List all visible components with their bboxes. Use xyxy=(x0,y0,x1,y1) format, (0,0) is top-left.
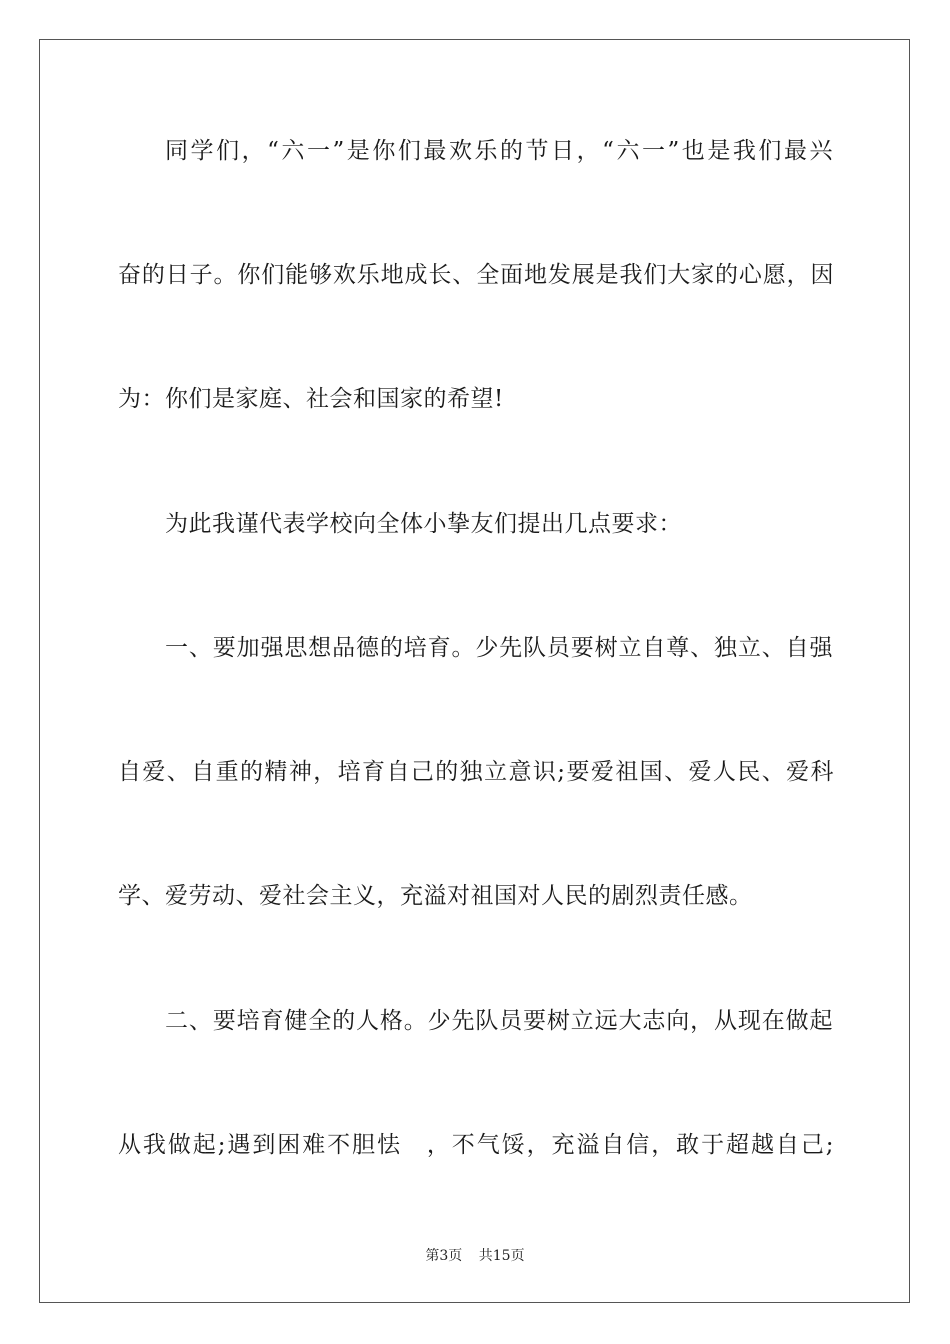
page-number: 第3页 xyxy=(425,1248,463,1264)
paragraph-line: 二、要培育健全的人格。少先队员要树立远大志向，从现在做起 xyxy=(165,1008,833,1034)
paragraph-line: 从我做起;遇到困难不胆怯 ，不气馁，充溢自信，敢于超越自己; xyxy=(118,1132,834,1158)
paragraph-line: 自爱、自重的精神，培育自己的独立意识;要爱祖国、爱人民、爱科 xyxy=(118,759,834,785)
page-total: 共15页 xyxy=(478,1248,525,1264)
paragraph-line: 同学们，“六一”是你们最欢乐的节日，“六一”也是我们最兴 xyxy=(165,138,833,164)
paragraph-line: 奋的日子。你们能够欢乐地成长、全面地发展是我们大家的心愿，因 xyxy=(118,262,834,288)
paragraph-line: 为：你们是家庭、社会和国家的希望! xyxy=(118,386,504,412)
paragraph-line: 为此我谨代表学校向全体小挚友们提出几点要求： xyxy=(165,511,682,537)
paragraph-line: 学、爱劳动、爱社会主义，充溢对祖国对人民的剧烈责任感。 xyxy=(118,883,753,909)
paragraph-line: 一、要加强思想品德的培育。少先队员要树立自尊、独立、自强 xyxy=(165,635,833,661)
page-border xyxy=(39,39,910,1303)
page-footer xyxy=(0,1247,950,1265)
